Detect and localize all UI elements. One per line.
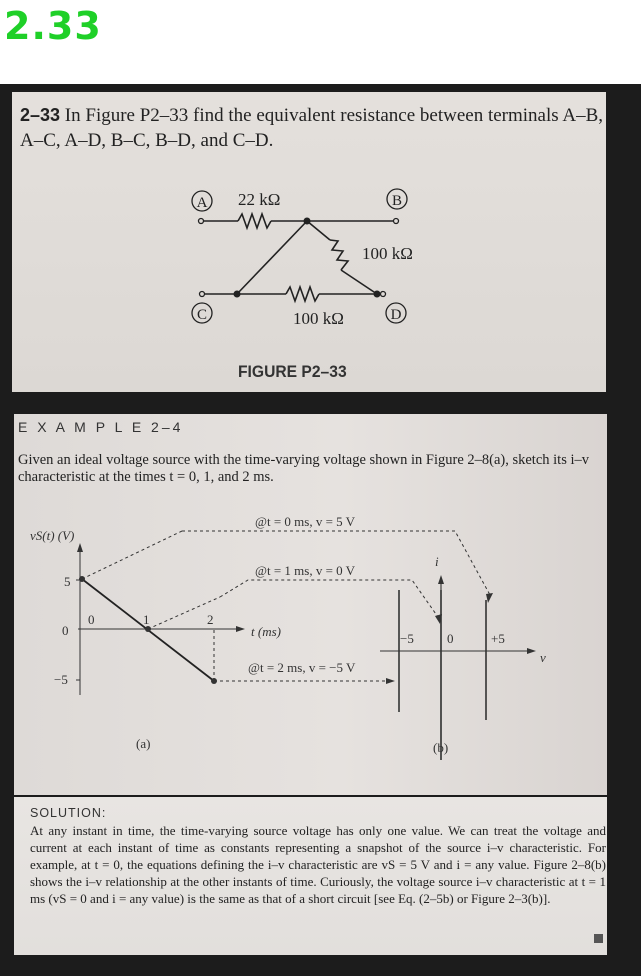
resistor-bottom-label: 100 kΩ bbox=[293, 309, 344, 328]
fig-a-tick-x0: 0 bbox=[88, 612, 95, 627]
figure-label: FIGURE P2–33 bbox=[238, 362, 347, 381]
fig-a-tick-0: 0 bbox=[62, 623, 69, 638]
end-of-example-mark bbox=[594, 934, 603, 943]
terminal-b-label: B bbox=[391, 193, 403, 209]
annotation-t0: @t = 0 ms, v = 5 V bbox=[255, 514, 356, 529]
solution-text: At any instant in time, the time-varying source voltage has only one value. We can treat the voltage and current at each instant of time as constants representing a snapshot of the source i–v characteristic. For example, at t = 0, the equations defining the i–v characteristic are vS = 5 V and i = any value. Figure 2–8(b) shows the i–v relationship at the other instants of time. Curiously, the voltage source i–v characteristic at t = 1 ms (vS = 0 and i = any value) is the same as that of a short circuit [see Eq. (2–5b) or Figure 2–3(b)]. bbox=[30, 823, 606, 906]
fig-a-y-axis-label: vS(t) (V) bbox=[30, 528, 75, 543]
fig-a-tick-5: 5 bbox=[64, 574, 71, 589]
terminal-a-label: A bbox=[196, 195, 208, 211]
fig-b-v-label: v bbox=[540, 650, 546, 665]
fig-b-tick-0: 0 bbox=[447, 631, 454, 646]
fig-b-caption: (b) bbox=[433, 740, 449, 755]
waveform-point-t0 bbox=[79, 576, 85, 582]
solution-header: SOLUTION: bbox=[30, 806, 107, 820]
waveform-point-t2 bbox=[211, 678, 217, 684]
handwritten-problem-number: 2.33 bbox=[4, 4, 102, 48]
fig-a-caption: (a) bbox=[136, 736, 151, 751]
example-text: Given an ideal voltage source with the time-varying voltage shown in Figure 2–8(a), sketch its i–v characteristic at the times t = 0, 1, and 2 ms. bbox=[18, 452, 590, 485]
fig-b-i-label: i bbox=[435, 554, 439, 569]
annotation-t2: @t = 2 ms, v = −5 V bbox=[248, 660, 356, 675]
fig-a-tick-x2: 2 bbox=[207, 612, 214, 627]
example-header: E X A M P L E 2–4 bbox=[18, 419, 184, 435]
terminal-c-label: C bbox=[196, 307, 208, 323]
resistor-diagonal-label: 100 kΩ bbox=[362, 244, 413, 263]
annotation-t1: @t = 1 ms, v = 0 V bbox=[255, 563, 356, 578]
fig-a-tick-x1: 1 bbox=[143, 612, 150, 627]
fig-b-tick-pos5: +5 bbox=[491, 631, 505, 646]
problem-number: 2–33 bbox=[20, 105, 61, 125]
fig-b-tick-neg5: −5 bbox=[400, 631, 414, 646]
resistor-top-label: 22 kΩ bbox=[238, 190, 281, 209]
fig-a-tick-neg5: −5 bbox=[54, 672, 68, 687]
fig-a-x-axis-label: t (ms) bbox=[251, 624, 281, 639]
problem-text: In Figure P2–33 find the equivalent resistance between terminals A–B, A–C, A–D, B–C, B–D, and C–D. bbox=[20, 105, 604, 151]
terminal-d-label: D bbox=[390, 307, 402, 323]
